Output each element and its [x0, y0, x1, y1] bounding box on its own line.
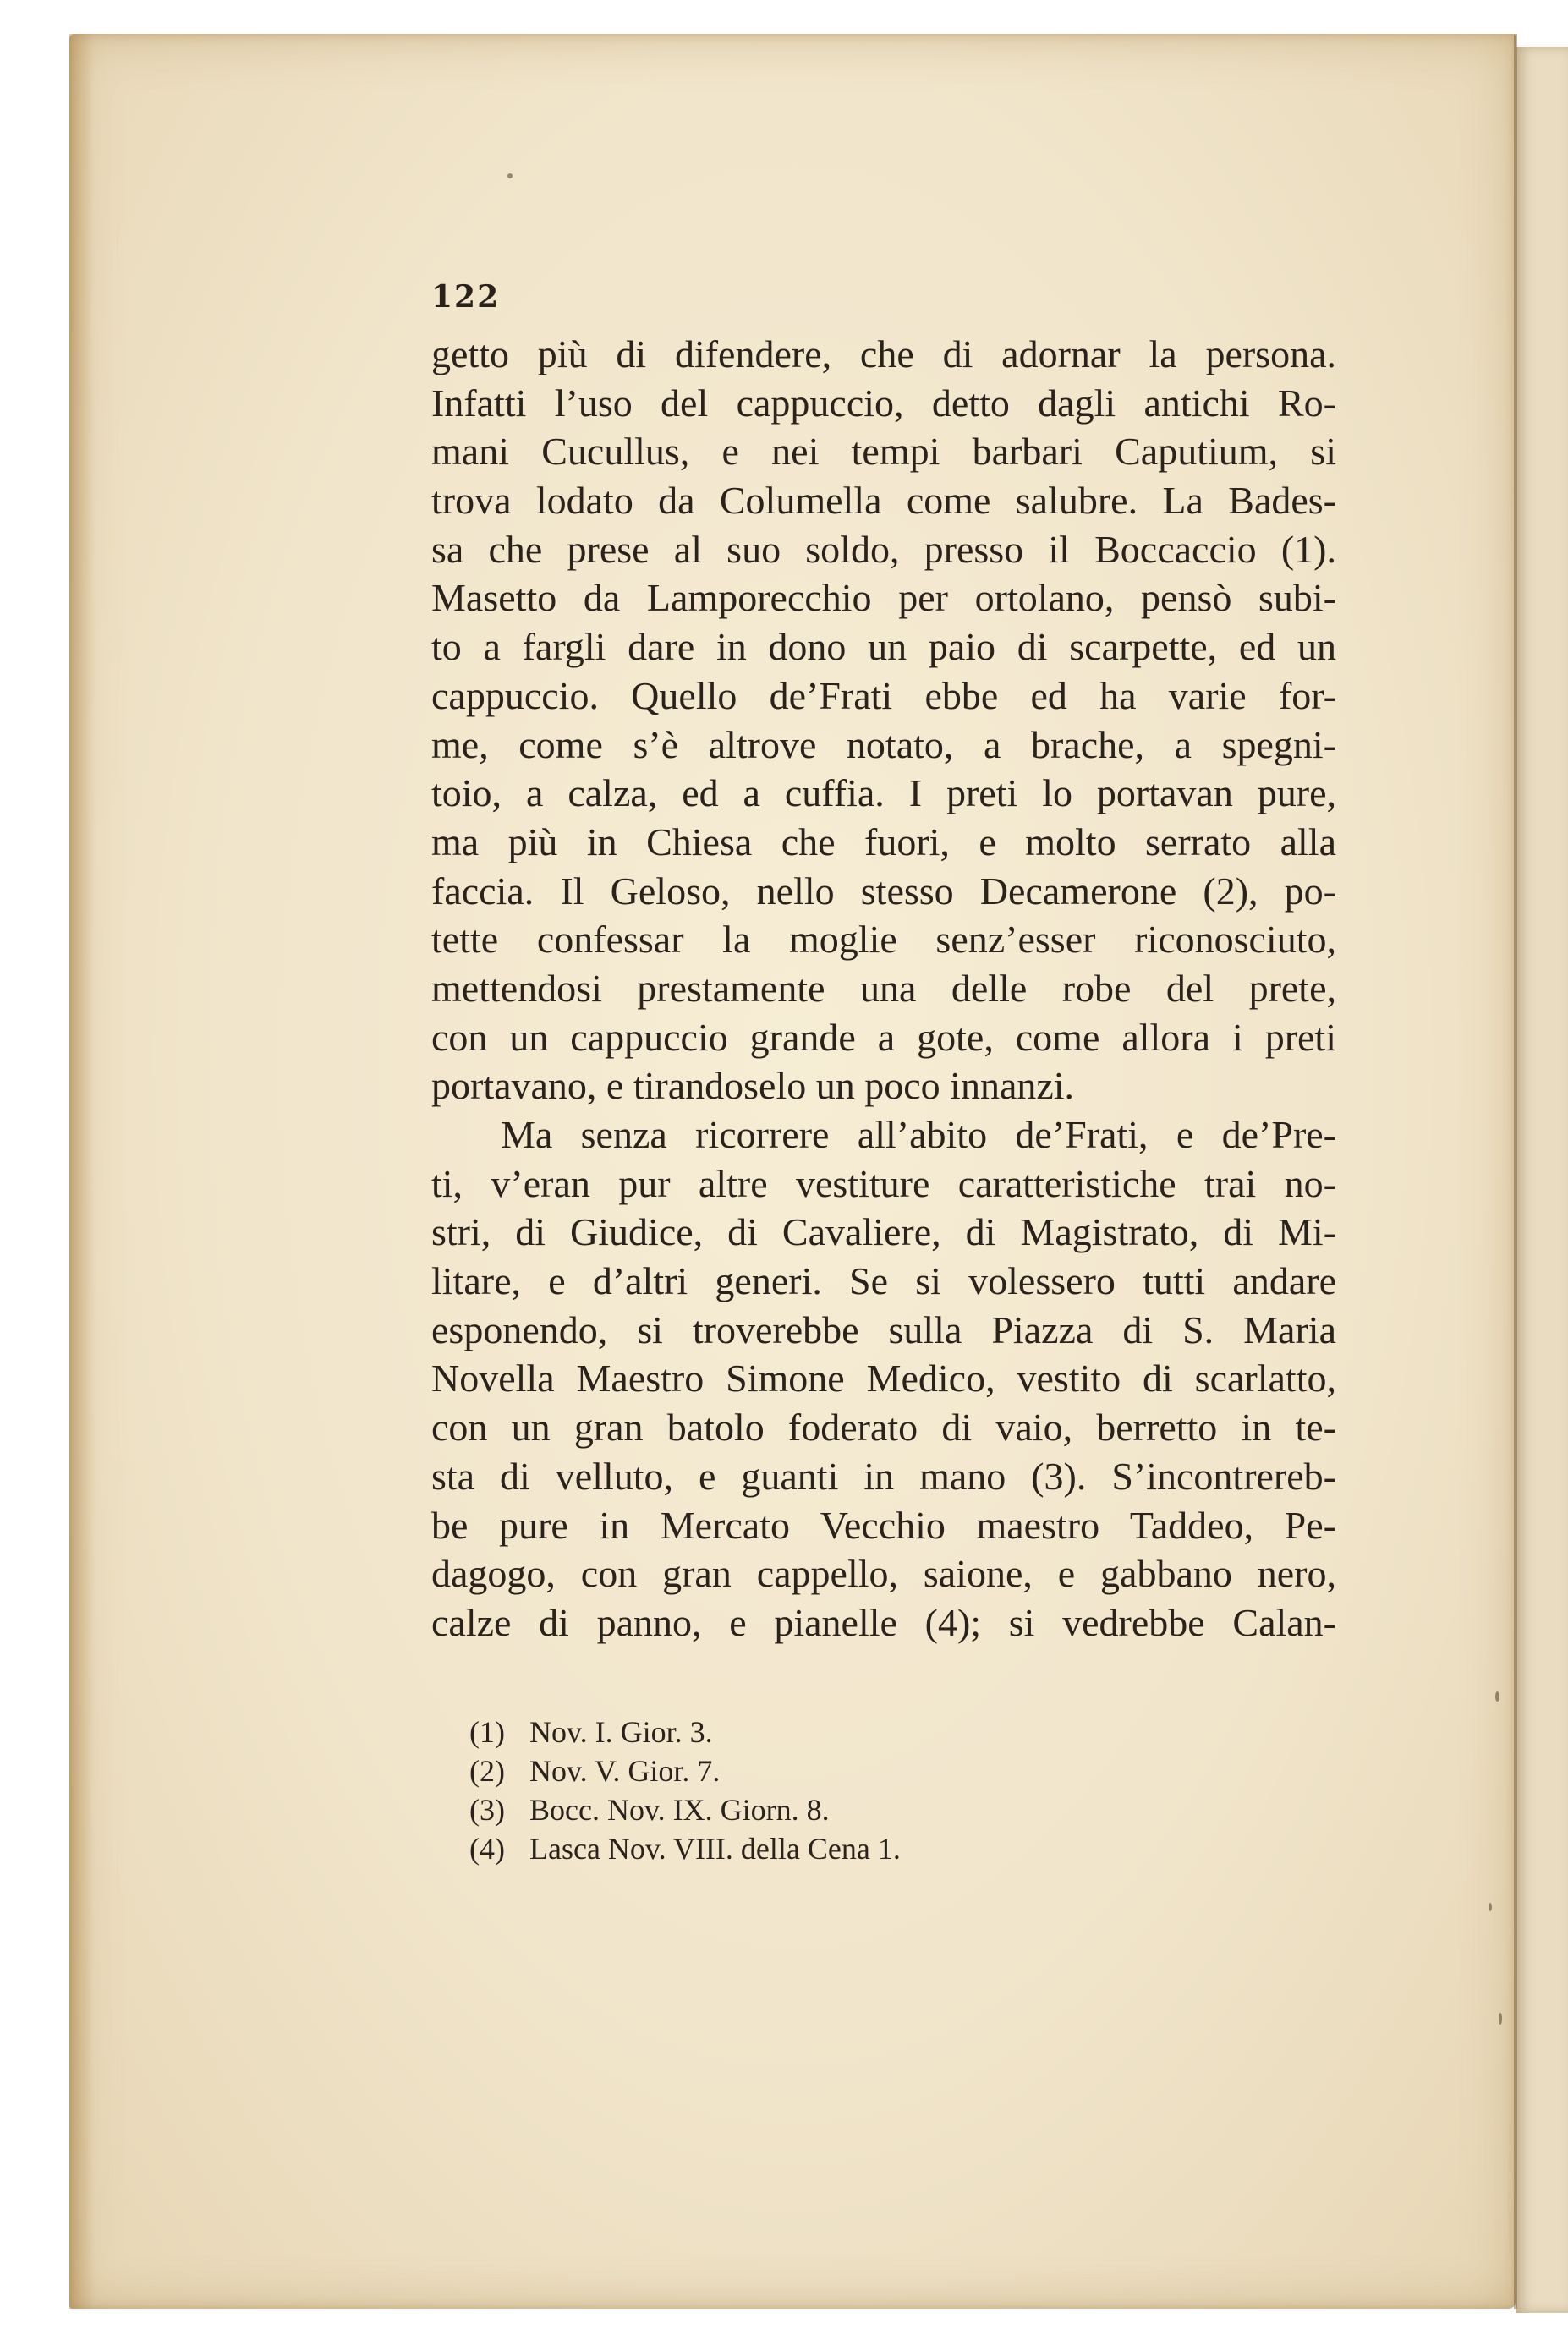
footnote-mark: (2)	[469, 1754, 505, 1788]
footnote	[469, 1713, 901, 1751]
text-line: dagogo, con gran cappello, saione, e gabbano nero,	[431, 1552, 1336, 1596]
footnote	[469, 1829, 901, 1868]
footnote	[469, 1790, 901, 1829]
text-line: stri, di Giudice, di Cavaliere, di Magistrato, di Mi-	[431, 1210, 1336, 1254]
body-text	[431, 330, 1336, 1647]
text-line: Novella Maestro Simone Medico, vestito di scarlatto,	[431, 1357, 1336, 1400]
text-line: tette confessar la moglie senz’esser riconosciuto,	[431, 918, 1336, 962]
text-line: faccia. Il Geloso, nello stesso Decamerone (2), po-	[431, 869, 1336, 913]
text-line: mettendosi prestamente una delle robe del prete,	[431, 966, 1336, 1010]
footnote-text: Nov. V. Gior. 7.	[529, 1754, 721, 1788]
footnote-text: Lasca Nov. VIII. della Cena 1.	[529, 1832, 901, 1866]
text-line: cappuccio. Quello de’Frati ebbe ed ha varie for-	[431, 673, 1336, 717]
footnote-mark: (4)	[469, 1832, 505, 1866]
text-line: trova lodato da Columella come salubre. La Bades-	[431, 479, 1336, 523]
text-line: esponendo, si troverebbe sulla Piazza di S. Maria	[431, 1307, 1336, 1351]
text-line: ma più in Chiesa che fuori, e molto serrato alla	[431, 819, 1336, 863]
text-line: Masetto da Lamporecchio per ortolano, pensò subi-	[431, 576, 1336, 620]
page-number: 122	[431, 279, 501, 315]
paper-speck	[1495, 1691, 1499, 1702]
page-gutter	[1514, 34, 1517, 2309]
footnote-text: Bocc. Nov. IX. Giorn. 8.	[529, 1793, 830, 1827]
footnote-mark: (3)	[469, 1793, 505, 1827]
text-line: me, come s’è altrove notato, a brache, a spegni-	[431, 722, 1336, 766]
text-line: Infatti l’uso del cappuccio, detto dagli antichi Ro-	[431, 381, 1336, 425]
text-line: mani Cucullus, e nei tempi barbari Caputium, si	[431, 430, 1336, 474]
text-line: calze di panno, e pianelle (4); si vedrebbe Calan-	[431, 1600, 1336, 1644]
paragraph-start-line: Ma senza ricorrere all’abito de’Frati, e de’Pre-	[501, 1113, 1336, 1156]
text-line: to a fargli dare in dono un paio di scarpette, ed un	[431, 625, 1336, 669]
text-line: sta di velluto, e guanti in mano (3). S’incontrereb-	[431, 1454, 1336, 1498]
footnote-text: Nov. I. Gior. 3.	[529, 1715, 713, 1749]
text-line: con un gran batolo foderato di vaio, berretto in te-	[431, 1406, 1336, 1450]
footnote	[469, 1751, 901, 1790]
text-line: toio, a calza, ed a cuffia. I preti lo portavan pure,	[431, 771, 1336, 815]
footnote-mark: (1)	[469, 1715, 505, 1749]
text-line: getto più di difendere, che di adornar la persona.	[431, 332, 1336, 375]
text-line: portavano, e tirandoselo un poco innanzi.	[431, 1064, 1075, 1108]
text-line: litare, e d’altri generi. Se si volessero tutti andare	[431, 1259, 1336, 1303]
text-line: be pure in Mercato Vecchio maestro Taddeo, Pe-	[431, 1503, 1336, 1547]
paper-speck	[1499, 2013, 1502, 2025]
page-edge-stain	[69, 34, 95, 2309]
facing-page-edge	[1516, 47, 1568, 2313]
paper-speck	[507, 173, 513, 178]
footnotes	[469, 1713, 901, 1868]
text-line: con un cappuccio grande a gote, come allora i preti	[431, 1015, 1336, 1059]
text-line: ti, v’eran pur altre vestiture caratteristiche trai no-	[431, 1161, 1336, 1205]
paper-speck	[1489, 1903, 1492, 1911]
text-line: sa che prese al suo soldo, presso il Boccaccio (1).	[431, 527, 1336, 571]
